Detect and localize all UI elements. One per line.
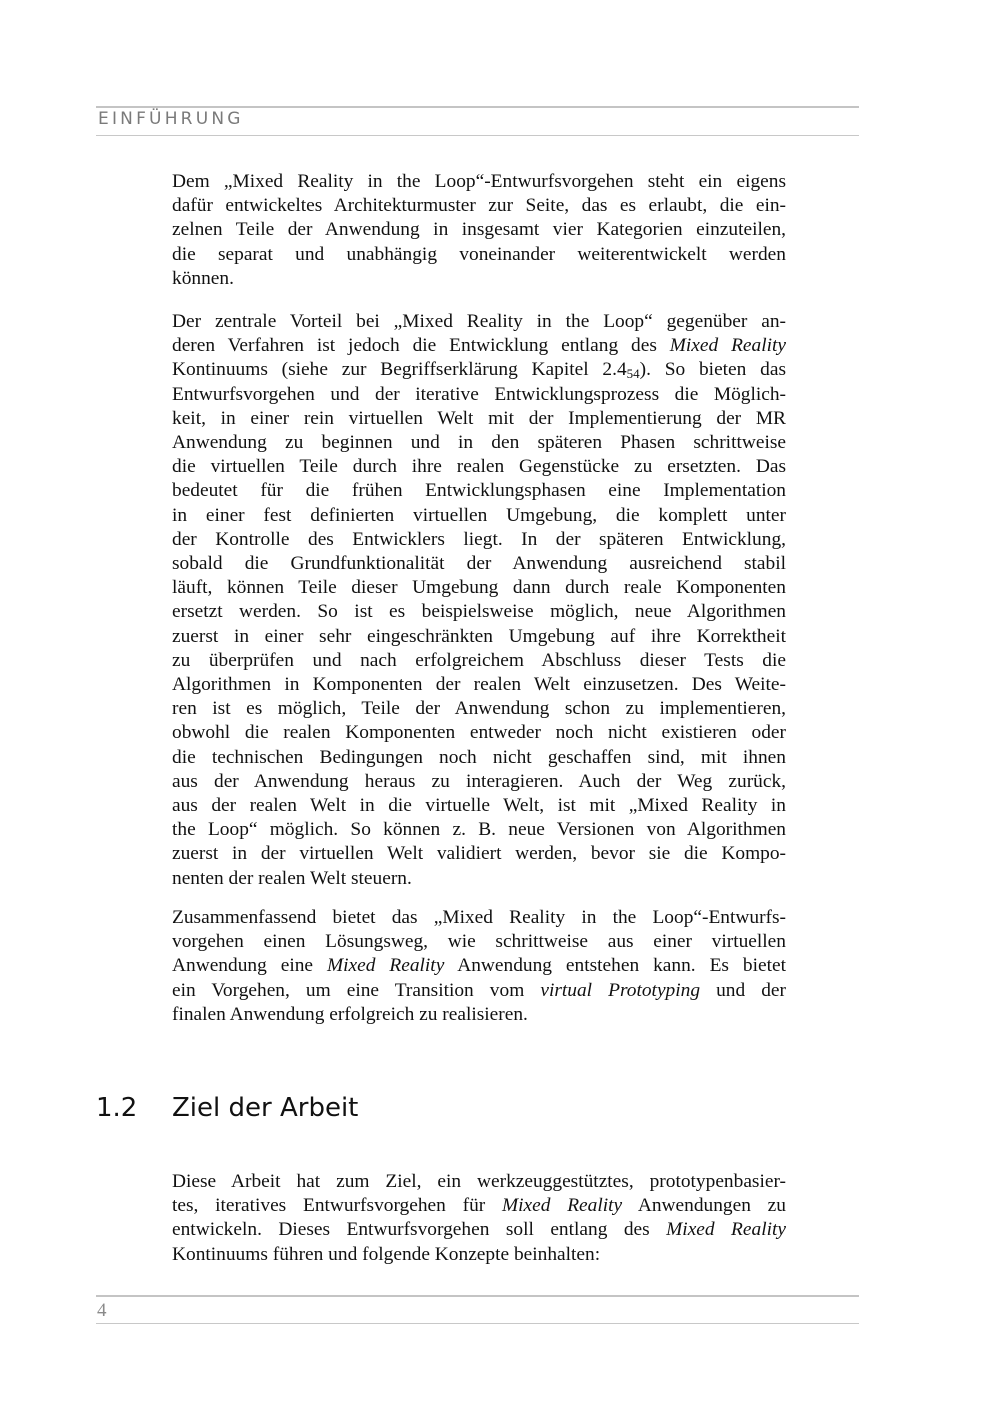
header-bottom-rule — [96, 135, 859, 136]
text-line: vorgehen einen Lösungsweg, wie schrittweise aus einer virtuellen — [172, 931, 786, 953]
text-segment: und der — [716, 979, 786, 1001]
text-line: nenten der realen Welt steuern. — [172, 867, 412, 889]
text-line: die separat und unabhängig voneinander weiterentwickelt werden — [172, 243, 786, 265]
text-segment: Kontinuums (siehe zur Begriffserklärung Kapitel 2.4 — [172, 359, 627, 381]
text-line: aus der Anwendung heraus zu interagieren. Auch der Weg zurück, — [172, 770, 786, 792]
header-top-rule — [96, 106, 859, 108]
page-number: 4 — [97, 1300, 107, 1321]
text-line: the Loop“ möglich. So können z. B. neue Versionen von Algorithmen — [172, 819, 786, 841]
text-line: zuerst in der virtuellen Welt validiert werden, bevor sie die Kompo- — [172, 843, 786, 865]
text-line: Entwurfsvorgehen und der iterative Entwicklungsprozess die Möglich- — [172, 383, 786, 405]
text-line — [172, 954, 786, 978]
text-line: die technischen Bedingungen noch nicht geschaffen sind, mit ihnen — [172, 746, 786, 768]
text-line: Anwendung zu beginnen und in den späteren Phasen schrittweise — [172, 432, 786, 454]
paragraph-1 — [172, 170, 786, 291]
text-line: sobald die Grundfunktionalität der Anwendung ausreichend stabil — [172, 553, 786, 575]
text-segment: Anwendungen zu — [637, 1195, 786, 1217]
text-segment: ein Vorgehen, um eine Transition vom — [172, 979, 525, 1001]
text-line: läuft, können Teile dieser Umgebung dann durch reale Komponenten — [172, 577, 786, 599]
text-line: Der zentrale Vorteil bei „Mixed Reality in the Loop“ gegenüber an- — [172, 311, 786, 332]
text-line: Diese Arbeit hat zum Ziel, ein werkzeuggestütztes, prototypenbasier- — [172, 1171, 786, 1192]
emphasis-mixed-reality: Mixed Reality — [502, 1195, 623, 1217]
running-header-title: EINFÜHRUNG — [98, 109, 244, 129]
text-line: zu überprüfen und nach erfolgreichem Abschluss dieser Tests die — [172, 649, 786, 671]
text-line — [172, 979, 786, 1003]
text-line: zuerst in einer sehr eingeschränkten Umgebung auf ihre Korrektheit — [172, 625, 786, 647]
section-number: 1.2 — [96, 1093, 138, 1123]
text-line: aus der realen Welt in die virtuelle Welt, ist mit „Mixed Reality in — [172, 795, 786, 817]
text-line — [172, 1218, 786, 1242]
text-line: in einer fest definierten virtuellen Umgebung, die komplett unter — [172, 504, 786, 526]
text-line: Zusammenfassend bietet das „Mixed Reality in the Loop“-Entwurfs- — [172, 907, 786, 928]
paragraph-2 — [172, 310, 786, 891]
text-segment: entwickeln. Dieses Entwurfsvorgehen soll entlang des — [172, 1219, 650, 1241]
page-reference[interactable]: 54 — [626, 366, 640, 382]
text-line: Algorithmen in Komponenten der realen Welt einzusetzen. Des Weite- — [172, 674, 786, 696]
footer-bottom-rule — [96, 1323, 859, 1324]
emphasis-mixed-reality: Mixed Reality — [666, 1219, 786, 1241]
text-line — [172, 358, 786, 382]
text-line: Kontinuums führen und folgende Konzepte beinhalten: — [172, 1243, 601, 1265]
text-line: ren ist es möglich, Teile der Anwendung schon zu implementieren, — [172, 698, 786, 720]
text-line: zelnen Teile der Anwendung in insgesamt vier Kategorien einzuteilen, — [172, 219, 786, 241]
text-line: Dem „Mixed Reality in the Loop“-Entwurfsvorgehen steht ein eigens — [172, 171, 786, 192]
text-segment: tes, iteratives Entwurfsvorgehen für — [172, 1195, 486, 1217]
section-title: Ziel der Arbeit — [172, 1093, 359, 1123]
text-line: können. — [172, 267, 234, 289]
emphasis-mixed-reality: Mixed Reality — [326, 955, 445, 977]
footer-top-rule — [96, 1295, 859, 1297]
text-segment: ). So bieten das — [639, 359, 786, 381]
text-segment: deren Verfahren ist jedoch die Entwicklung entlang des — [172, 335, 657, 357]
text-line: dafür entwickeltes Architekturmuster zur Seite, das es erlaubt, die ein- — [172, 195, 786, 217]
text-line: bedeutet für die frühen Entwicklungsphasen eine Implementation — [172, 480, 786, 502]
paragraph-3 — [172, 906, 786, 1027]
text-line: obwohl die realen Komponenten entweder noch nicht existieren oder — [172, 722, 786, 744]
emphasis-mixed-reality: Mixed Reality — [669, 335, 786, 357]
text-line: keit, in einer rein virtuellen Welt mit der Implementierung der MR — [172, 407, 786, 429]
text-line — [172, 1194, 786, 1218]
text-segment: Anwendung entstehen kann. Es bietet — [457, 955, 786, 977]
text-line: die virtuellen Teile durch ihre realen Gegenstücke zu ersetzten. Das — [172, 456, 786, 478]
emphasis-virtual-prototyping: virtual Prototyping — [540, 979, 701, 1001]
paragraph-4 — [172, 1170, 786, 1267]
section-heading — [96, 1093, 358, 1123]
text-line: der Kontrolle des Entwicklers liegt. In der späteren Entwicklung, — [172, 528, 786, 550]
text-line: ersetzt werden. So ist es beispielsweise möglich, neue Algorithmen — [172, 601, 786, 623]
text-line: finalen Anwendung erfolgreich zu realisieren. — [172, 1003, 528, 1025]
text-line — [172, 334, 786, 358]
text-segment: Anwendung eine — [172, 955, 314, 977]
